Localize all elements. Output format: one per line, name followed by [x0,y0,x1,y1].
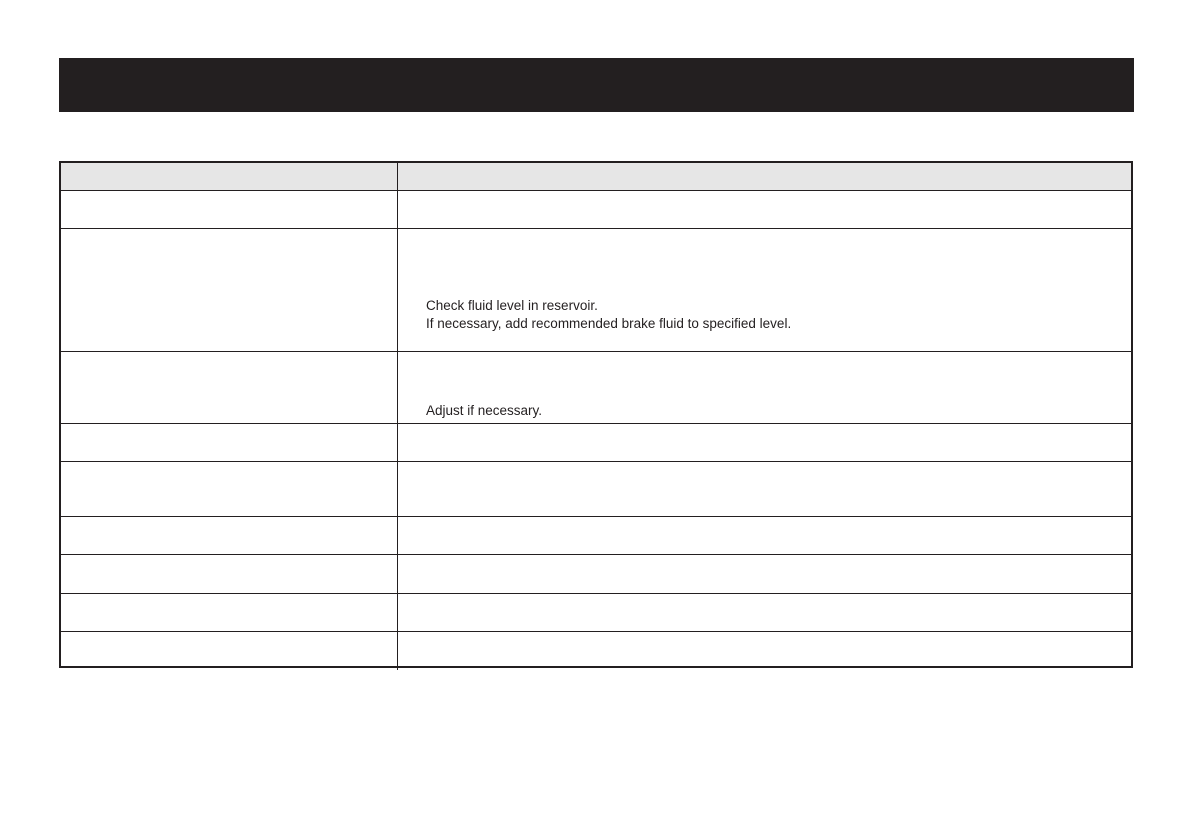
note-line: Check fluid level in reservoir. [426,298,598,313]
note-line: If necessary, add recommended brake fluid to specified level. [426,316,792,331]
brake-fluid-instructions [426,297,791,333]
table-row-item [61,594,398,632]
table-row-notes [398,632,1131,670]
table-row-item [61,517,398,555]
table-row-item [61,632,398,670]
table-row-notes [398,229,1131,352]
table-header-item [61,163,398,191]
adjust-instructions [426,402,542,420]
table-row-notes [398,424,1131,462]
table-row-item [61,352,398,424]
table-row-item [61,555,398,594]
note-line: Adjust if necessary. [426,403,543,418]
inspection-table [59,161,1133,668]
table-row-notes [398,517,1131,555]
table-row-item [61,191,398,229]
table-row-notes [398,594,1131,632]
table-row-notes [398,462,1131,517]
section-title-bar [59,58,1134,112]
table-row-item [61,229,398,352]
table-header-notes [398,163,1131,191]
table-row-notes [398,555,1131,594]
table-row-item [61,462,398,517]
table-row-notes [398,191,1131,229]
table-row-notes [398,352,1131,424]
table-row-item [61,424,398,462]
